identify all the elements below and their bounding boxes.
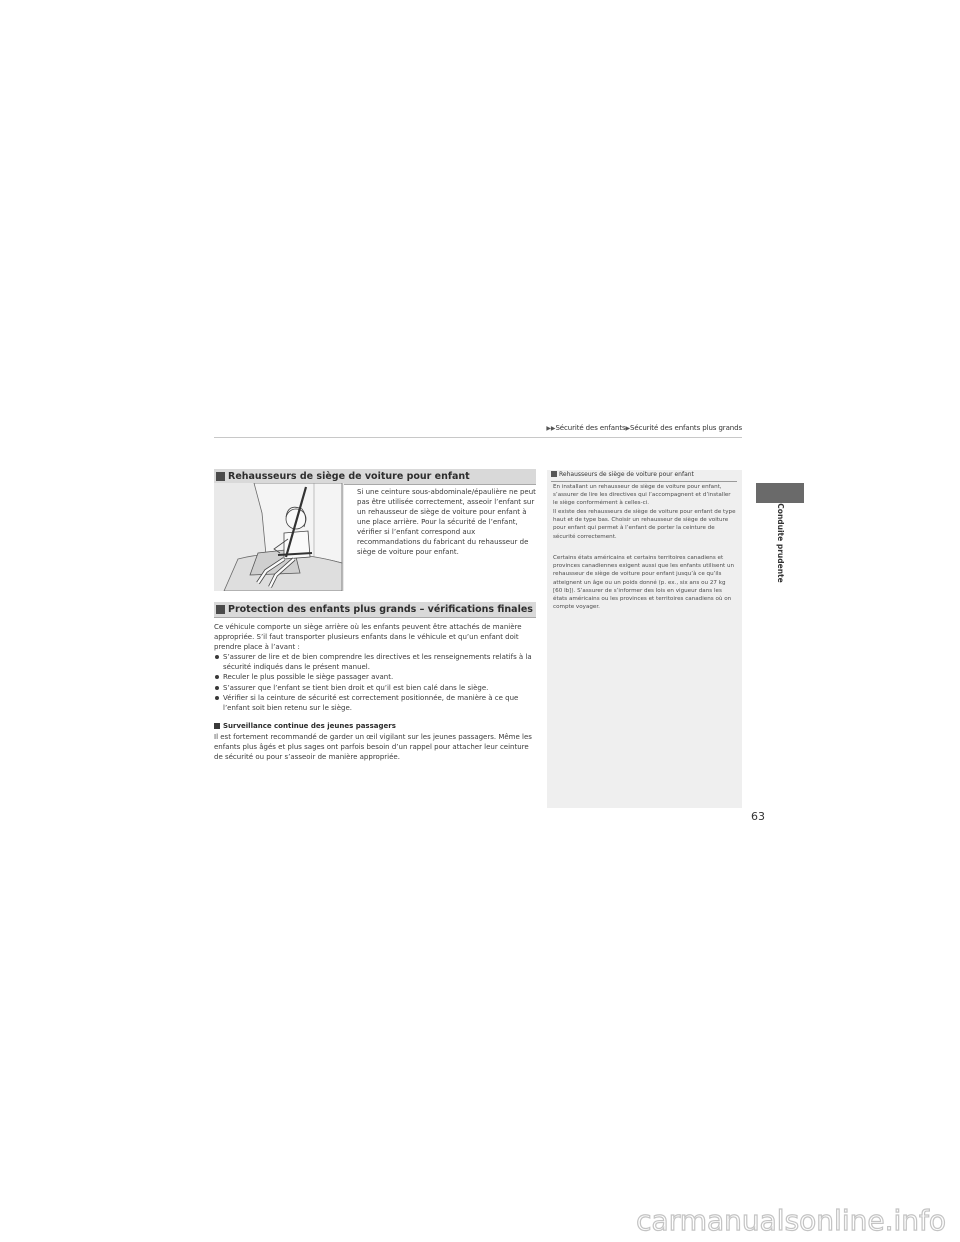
section-square-icon — [216, 472, 225, 481]
subsection-heading — [214, 722, 396, 730]
page-number: 63 — [751, 810, 765, 823]
watermark-logo — [0, 1198, 960, 1242]
section-heading-text: Protection des enfants plus grands – vérifications finales — [228, 604, 533, 615]
list-item: S’assurer de lire et de bien comprendre les directives et les renseignements relatifs à la sécurité indiqués dans le présent manuel. — [214, 652, 536, 672]
list-item: Vérifier si la ceinture de sécurité est correctement positionnée, de manière à ce que l’enfant soit bien retenu sur le siège. — [214, 693, 536, 713]
booster-seat-drawing — [214, 483, 344, 591]
note-paragraph-1: En installant un rehausseur de siège de voiture pour enfant, s’assurer de lire les directives qui l’accompagnent et d’installer le siège conformément à celles-ci. — [553, 484, 731, 507]
subsection-square-icon — [214, 723, 220, 729]
section-heading-text: Rehausseurs de siège de voiture pour enfant — [228, 471, 470, 482]
subsection-paragraph: Il est fortement recommandé de garder un œil vigilant sur les jeunes passagers. Même les enfants plus âgés et plus sages ont parfois besoin d’un rappel pour attacher leur ceinture de sécurité ou pour s’asseoir de manière appropriée. — [214, 733, 532, 762]
section-heading-final-checks — [214, 602, 536, 618]
child-booster-seat-illustration — [214, 483, 344, 591]
breadcrumb — [520, 424, 742, 432]
breadcrumb-part-2[interactable]: Sécurité des enfants plus grands — [630, 424, 742, 432]
booster-intro-paragraph: Si une ceinture sous-abdominale/épaulière ne peut pas être utilisée correctement, asseoir l’enfant sur un rehausseur de siège de voiture pour enfant à une place arrière. Pour la sécurité de l’enfant, vérifier si l’enfant correspond aux recommandations du fabricant du rehausseur de siège de voiture pour enfant. — [357, 488, 536, 556]
header-divider — [214, 437, 742, 438]
chapter-tab-label: Conduite prudente — [776, 503, 785, 583]
breadcrumb-arrow-icon: ▶▶ — [546, 425, 556, 432]
note-reference-icon — [551, 471, 557, 477]
subsection-heading-text: Surveillance continue des jeunes passagers — [223, 722, 396, 730]
list-item: Reculer le plus possible le siège passager avant. — [214, 672, 536, 682]
section-square-icon — [216, 605, 225, 614]
list-item: S’assurer que l’enfant se tient bien droit et qu’il est bien calé dans le siège. — [214, 683, 536, 693]
watermark-text: carmanualsonline.info — [636, 1204, 946, 1237]
breadcrumb-part-1[interactable]: Sécurité des enfants — [555, 424, 626, 432]
note-paragraph-2: Il existe des rehausseurs de siège de voiture pour enfant de type haut et de type bas. Choisir un rehausseur de siège de voiture pour enfant qui permet à l’enfant de porter la ceinture de sécurité correctement. — [553, 509, 736, 540]
note-paragraph-3: Certains états américains et certains territoires canadiens et provinces canadiennes exigent aussi que les enfants utilisent un rehausseur de siège de voiture pour enfant jusqu’à ce qu’ils atteignent un âge ou un poids donné (p. ex., six ans ou 27 kg [60 lb]). S’assurer de s’informer des lois en vigueur dans les états américains ou les provinces et territoires canadiens où on compte voyager. — [553, 555, 735, 611]
note-title-text: Rehausseurs de siège de voiture pour enfant — [559, 471, 694, 478]
note-title — [551, 470, 737, 482]
final-checks-list — [214, 652, 536, 713]
chapter-tab[interactable] — [756, 483, 804, 503]
final-checks-paragraph: Ce véhicule comporte un siège arrière où les enfants peuvent être attachés de manière appropriée. S’il faut transporter plusieurs enfants dans le véhicule et qu’un enfant doit prendre place à l’avant : — [214, 623, 522, 652]
breadcrumb-separator-icon: ▶ — [625, 425, 631, 432]
